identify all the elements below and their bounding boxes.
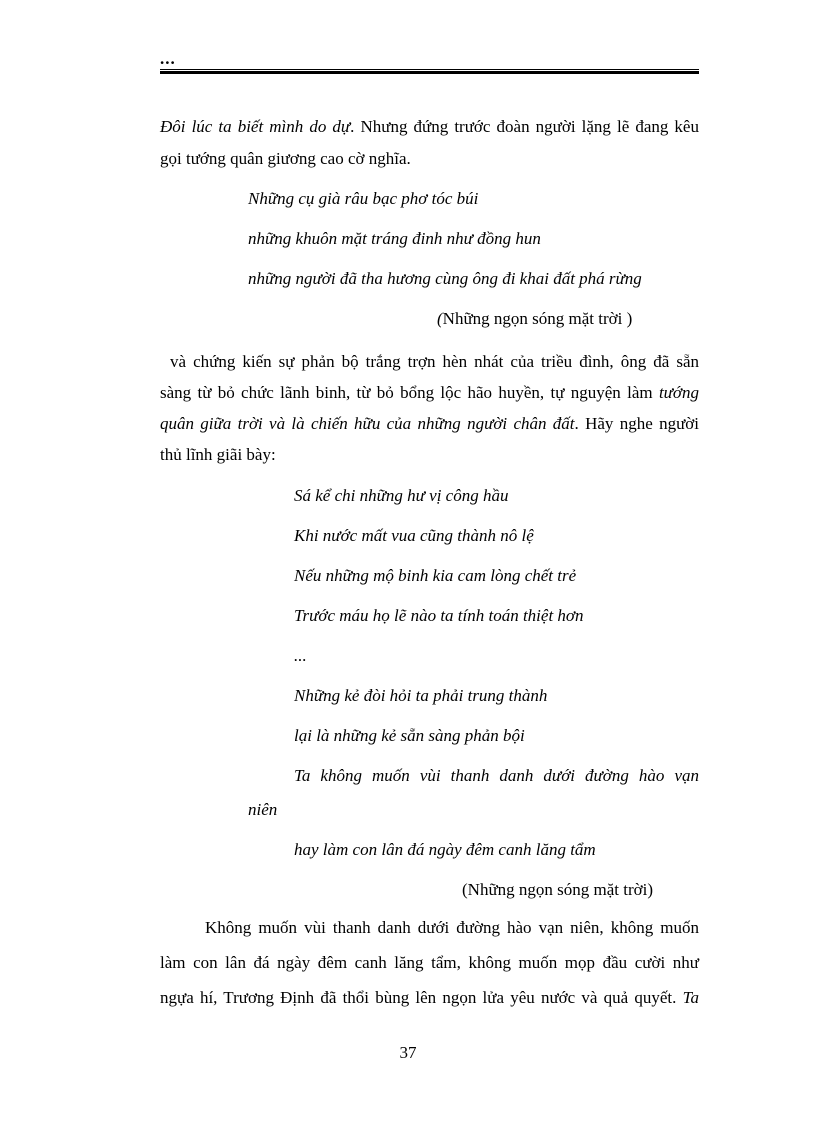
para2-line1: và chứng kiến sự phản bộ trắng trợn hèn nhát của triều đình, ông đã sẵn	[170, 352, 699, 371]
poem2-line8: hay làm con lân đá ngày đêm canh lăng tẩm	[294, 840, 596, 859]
poem2-line2: Khi nước mất vua cũng thành nô lệ	[294, 526, 534, 545]
poem2-ellipsis: ...	[294, 646, 307, 665]
poem1-source: (Những ngọn sóng mặt trời )	[437, 309, 633, 328]
para1-italic: Đôi lúc ta biết mình do dự	[160, 117, 351, 136]
poem2-source: (Những ngọn sóng mặt trời)	[462, 880, 654, 899]
poem1-line1: Những cụ già râu bạc phơ tóc búi	[248, 189, 479, 208]
poem2-line1: Sá kể chi những hư vị công hầu	[294, 486, 509, 505]
para1-line2: gọi tướng quân giương cao cờ nghĩa.	[160, 149, 411, 168]
para3-line3: ngựa hí, Trương Định đã thổi bùng lên ngọn lửa yêu nước và quả quyết. Ta	[160, 988, 700, 1007]
poem2-line3: Nếu những mộ binh kia cam lòng chết trẻ	[294, 566, 577, 585]
header-rule-thick	[160, 71, 699, 74]
page-number: 37	[399, 1043, 417, 1062]
para3-line2: làm con lân đá ngày đêm canh lăng tẩm, không muốn mọp đầu cười như	[160, 953, 699, 972]
para1-line1	[160, 117, 699, 137]
header-rule-thin	[160, 69, 699, 70]
poem1-line3: những người đã tha hương cùng ông đi khai đất phá rừng	[248, 269, 642, 288]
para2-line2: sàng từ bỏ chức lãnh binh, từ bỏ bổng lộc hão huyền, tự nguyện làm tướng	[160, 383, 700, 402]
poem2-line6: lại là những kẻ sẵn sàng phản bội	[294, 726, 525, 745]
poem2-line5: Những kẻ đòi hỏi ta phải trung thành	[294, 686, 548, 705]
poem2-line7: Ta không muốn vùi thanh danh dưới đường hào vạn	[294, 766, 699, 785]
para2-line3: quân giữa trời và là chiến hữu của những người chân đất. Hãy nghe người	[160, 414, 699, 433]
header-mark: ...	[160, 49, 176, 68]
para3-line1: Không muốn vùi thanh danh dưới đường hào vạn niên, không muốn	[205, 918, 699, 937]
para1-text: . Nhưng đứng trước đoàn người lặng lẽ đang kêu	[350, 117, 699, 136]
poem1-line2: những khuôn mặt tráng đinh như đồng hun	[248, 229, 541, 248]
poem2-line4: Trước máu họ lẽ nào ta tính toán thiệt hơn	[294, 606, 584, 625]
para2-line4: thủ lĩnh giãi bày:	[160, 445, 276, 464]
poem2-line7-cont: niên	[248, 800, 278, 819]
